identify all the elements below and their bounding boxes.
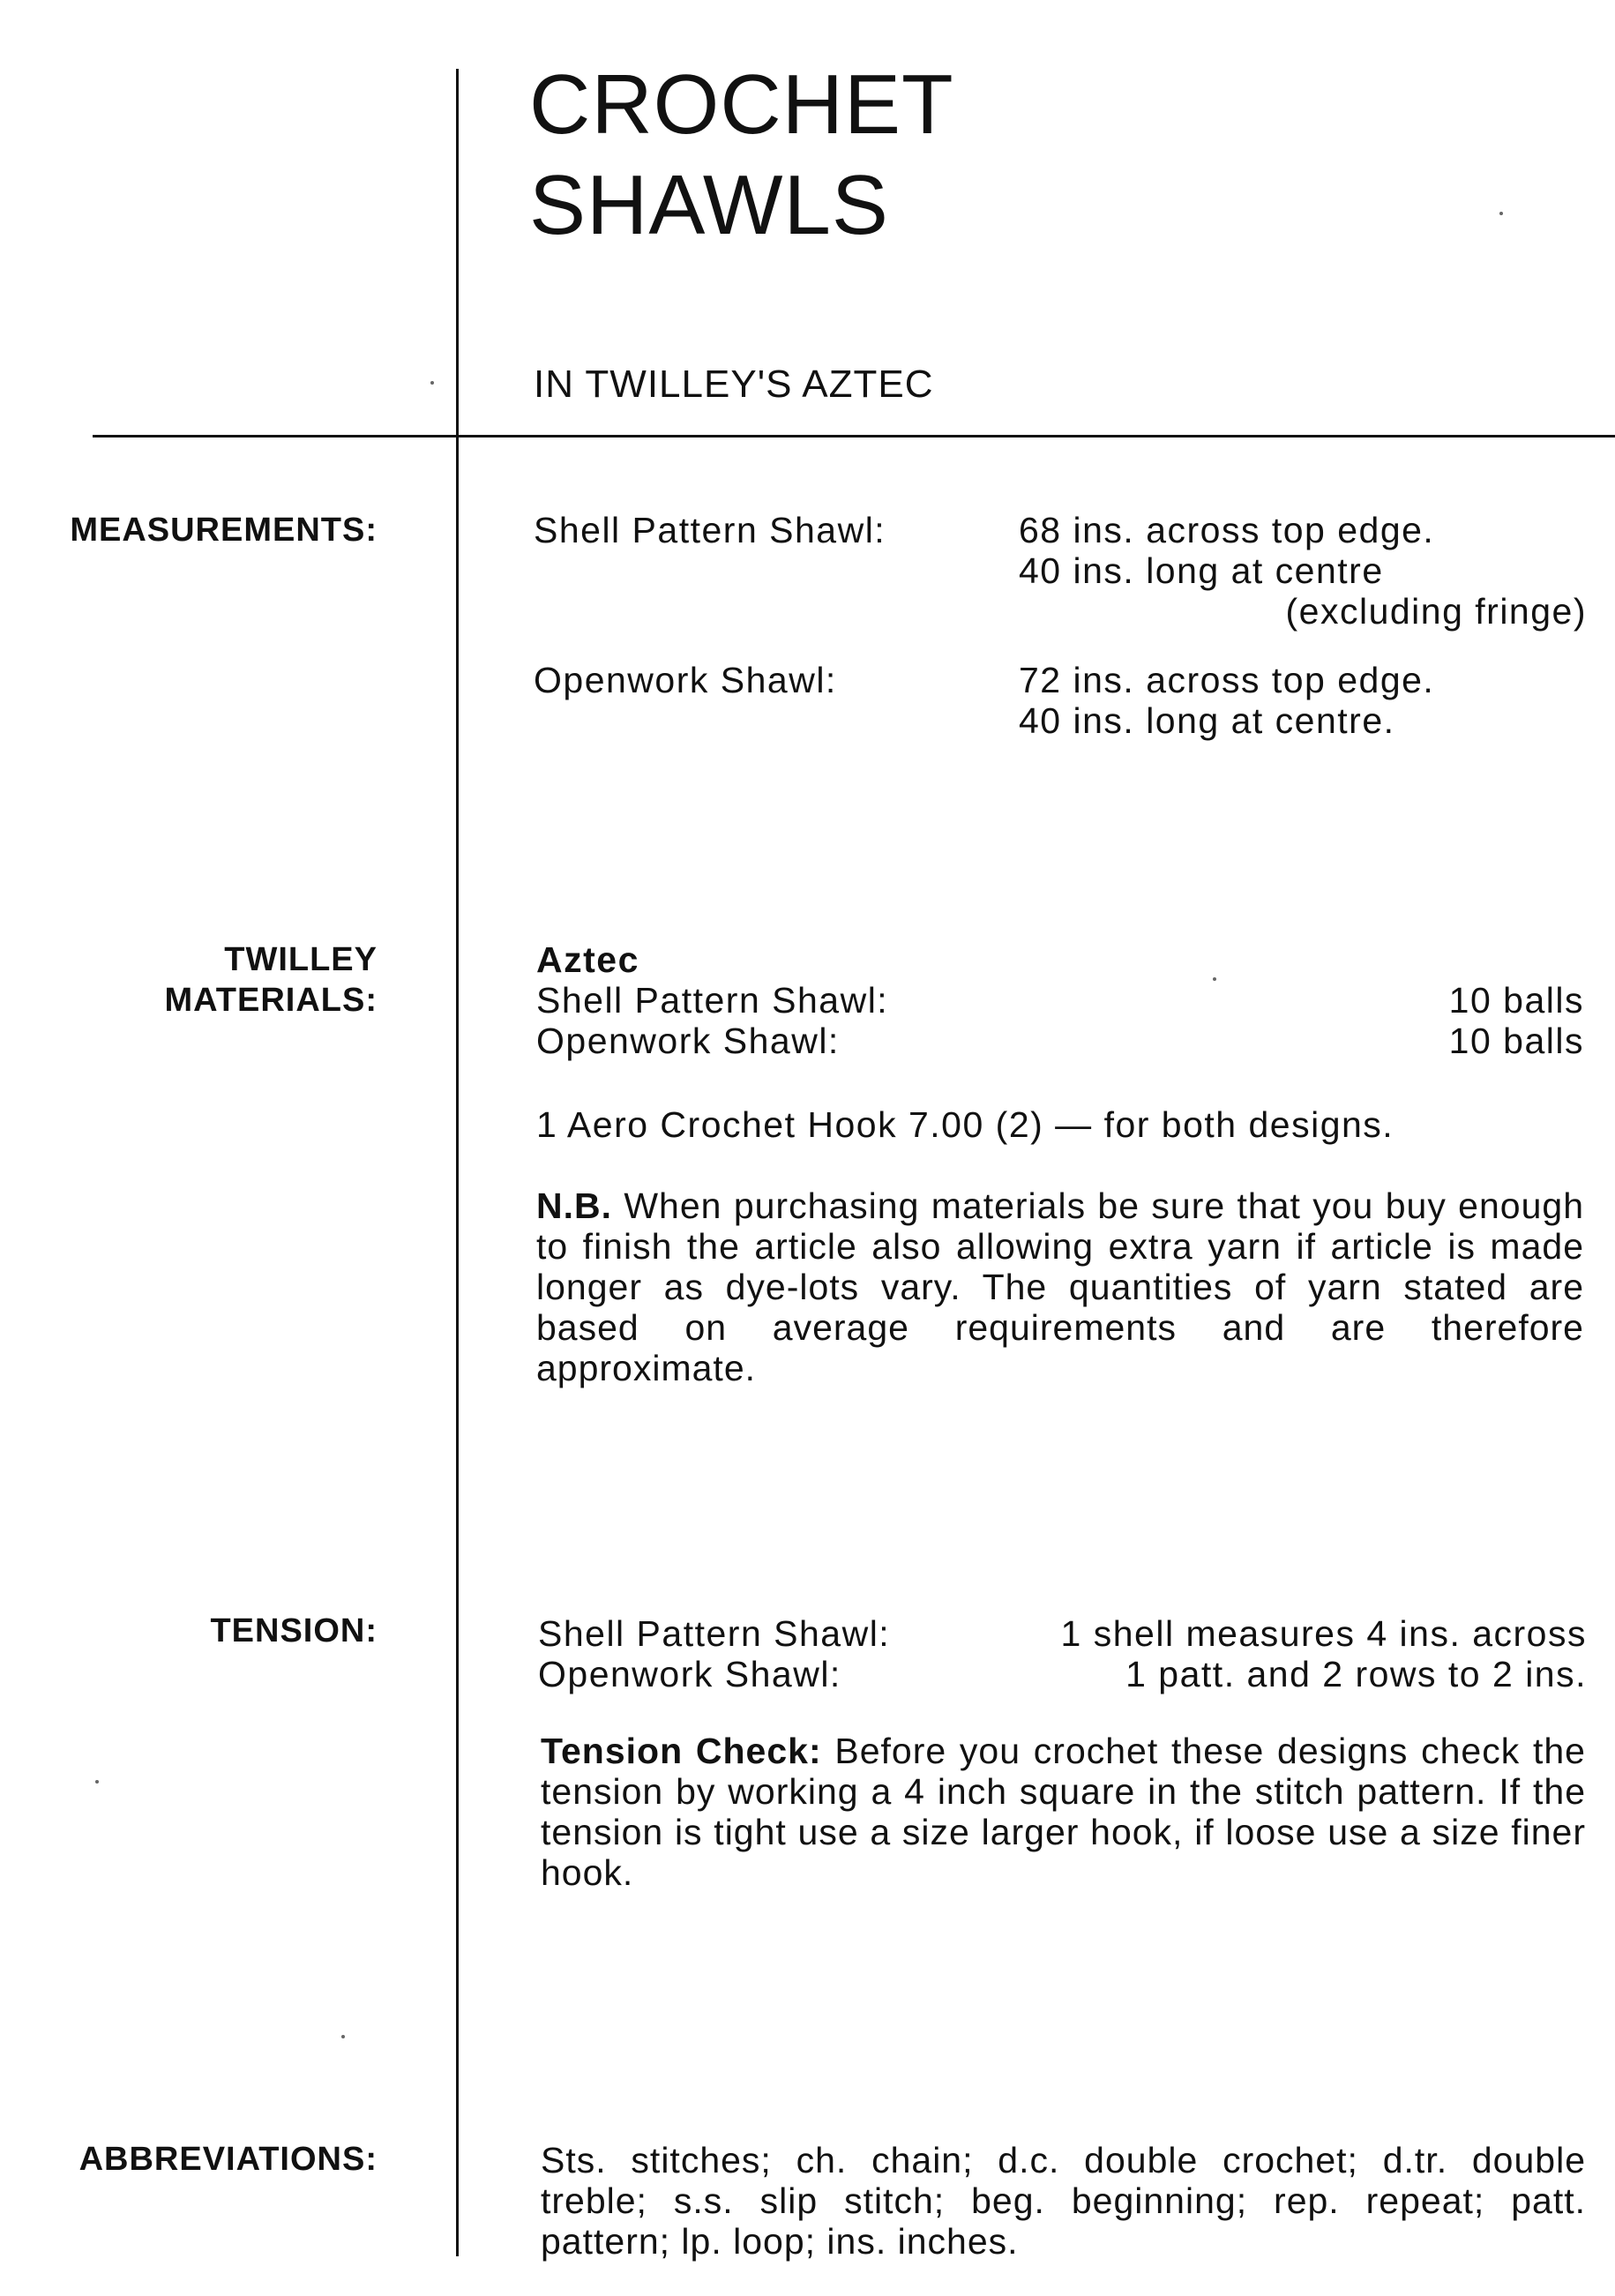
tension-check-label: Tension Check: <box>541 1731 822 1771</box>
measurements-openwork-line1: 72 ins. across top edge. <box>1019 660 1435 700</box>
materials-yarn-heading: Aztec <box>536 939 639 980</box>
materials-nb-text: When purchasing materials be sure that you buy enough to finish the article also allowing extra yarn if article is made longer as dye-lots vary. The quantities of yarn stated are based on average requirements and are therefore approximate. <box>536 1185 1584 1388</box>
scan-speck <box>95 1780 99 1784</box>
measurements-openwork-name: Openwork Shawl: <box>534 660 837 700</box>
materials-nb-label: N.B. <box>536 1185 612 1226</box>
materials-label-line1: TWILLEY <box>224 941 378 978</box>
tension-shell-value: 1 shell measures 4 ins. across <box>1060 1613 1587 1654</box>
measurements-shell-line3: (excluding fringe) <box>1285 591 1587 632</box>
materials-openwork-name: Openwork Shawl: <box>536 1021 840 1061</box>
page-title <box>529 55 954 256</box>
materials-label <box>165 939 378 1021</box>
measurements-openwork-line2: 40 ins. long at centre. <box>1019 700 1395 741</box>
tension-openwork-name: Openwork Shawl: <box>538 1654 841 1694</box>
tension-shell-name: Shell Pattern Shawl: <box>538 1613 891 1654</box>
measurements-shell-line2: 40 ins. long at centre <box>1019 550 1384 591</box>
scan-speck <box>1213 977 1216 981</box>
materials-hook: 1 Aero Crochet Hook 7.00 (2) — for both designs. <box>536 1104 1394 1145</box>
tension-check-paragraph <box>541 1731 1586 1893</box>
measurements-label: MEASUREMENTS: <box>70 512 378 549</box>
materials-nb-paragraph <box>536 1185 1584 1388</box>
materials-shell-name: Shell Pattern Shawl: <box>536 980 889 1021</box>
tension-label: TENSION: <box>210 1612 378 1649</box>
scan-speck <box>430 381 434 385</box>
abbreviations-label: ABBREVIATIONS: <box>79 2141 378 2178</box>
horizontal-divider <box>93 435 1615 438</box>
measurements-shell-line1: 68 ins. across top edge. <box>1019 510 1435 550</box>
title-line-1: CROCHET <box>529 57 954 152</box>
page-subtitle: IN TWILLEY'S AZTEC <box>534 363 934 406</box>
scan-speck <box>1499 212 1503 215</box>
abbreviations-text: Sts. stitches; ch. chain; d.c. double crochet; d.tr. double treble; s.s. slip stitch; beg. beginning; rep. repeat; patt. pattern; lp. loop; ins. inches. <box>541 2140 1586 2262</box>
materials-openwork-qty: 10 balls <box>1448 1021 1584 1061</box>
materials-label-line2: MATERIALS: <box>164 982 378 1019</box>
title-line-2: SHAWLS <box>529 158 889 252</box>
tension-openwork-value: 1 patt. and 2 rows to 2 ins. <box>1125 1654 1587 1694</box>
materials-shell-qty: 10 balls <box>1448 980 1584 1021</box>
tension-check-text: Before you crochet these designs check the tension by working a 4 inch square in the stitch pattern. If the tension is tight use a size larger hook, if loose use a size finer hook. <box>541 1731 1586 1893</box>
vertical-divider <box>456 69 459 2256</box>
scan-speck <box>341 2035 345 2038</box>
measurements-shell-name: Shell Pattern Shawl: <box>534 510 886 550</box>
